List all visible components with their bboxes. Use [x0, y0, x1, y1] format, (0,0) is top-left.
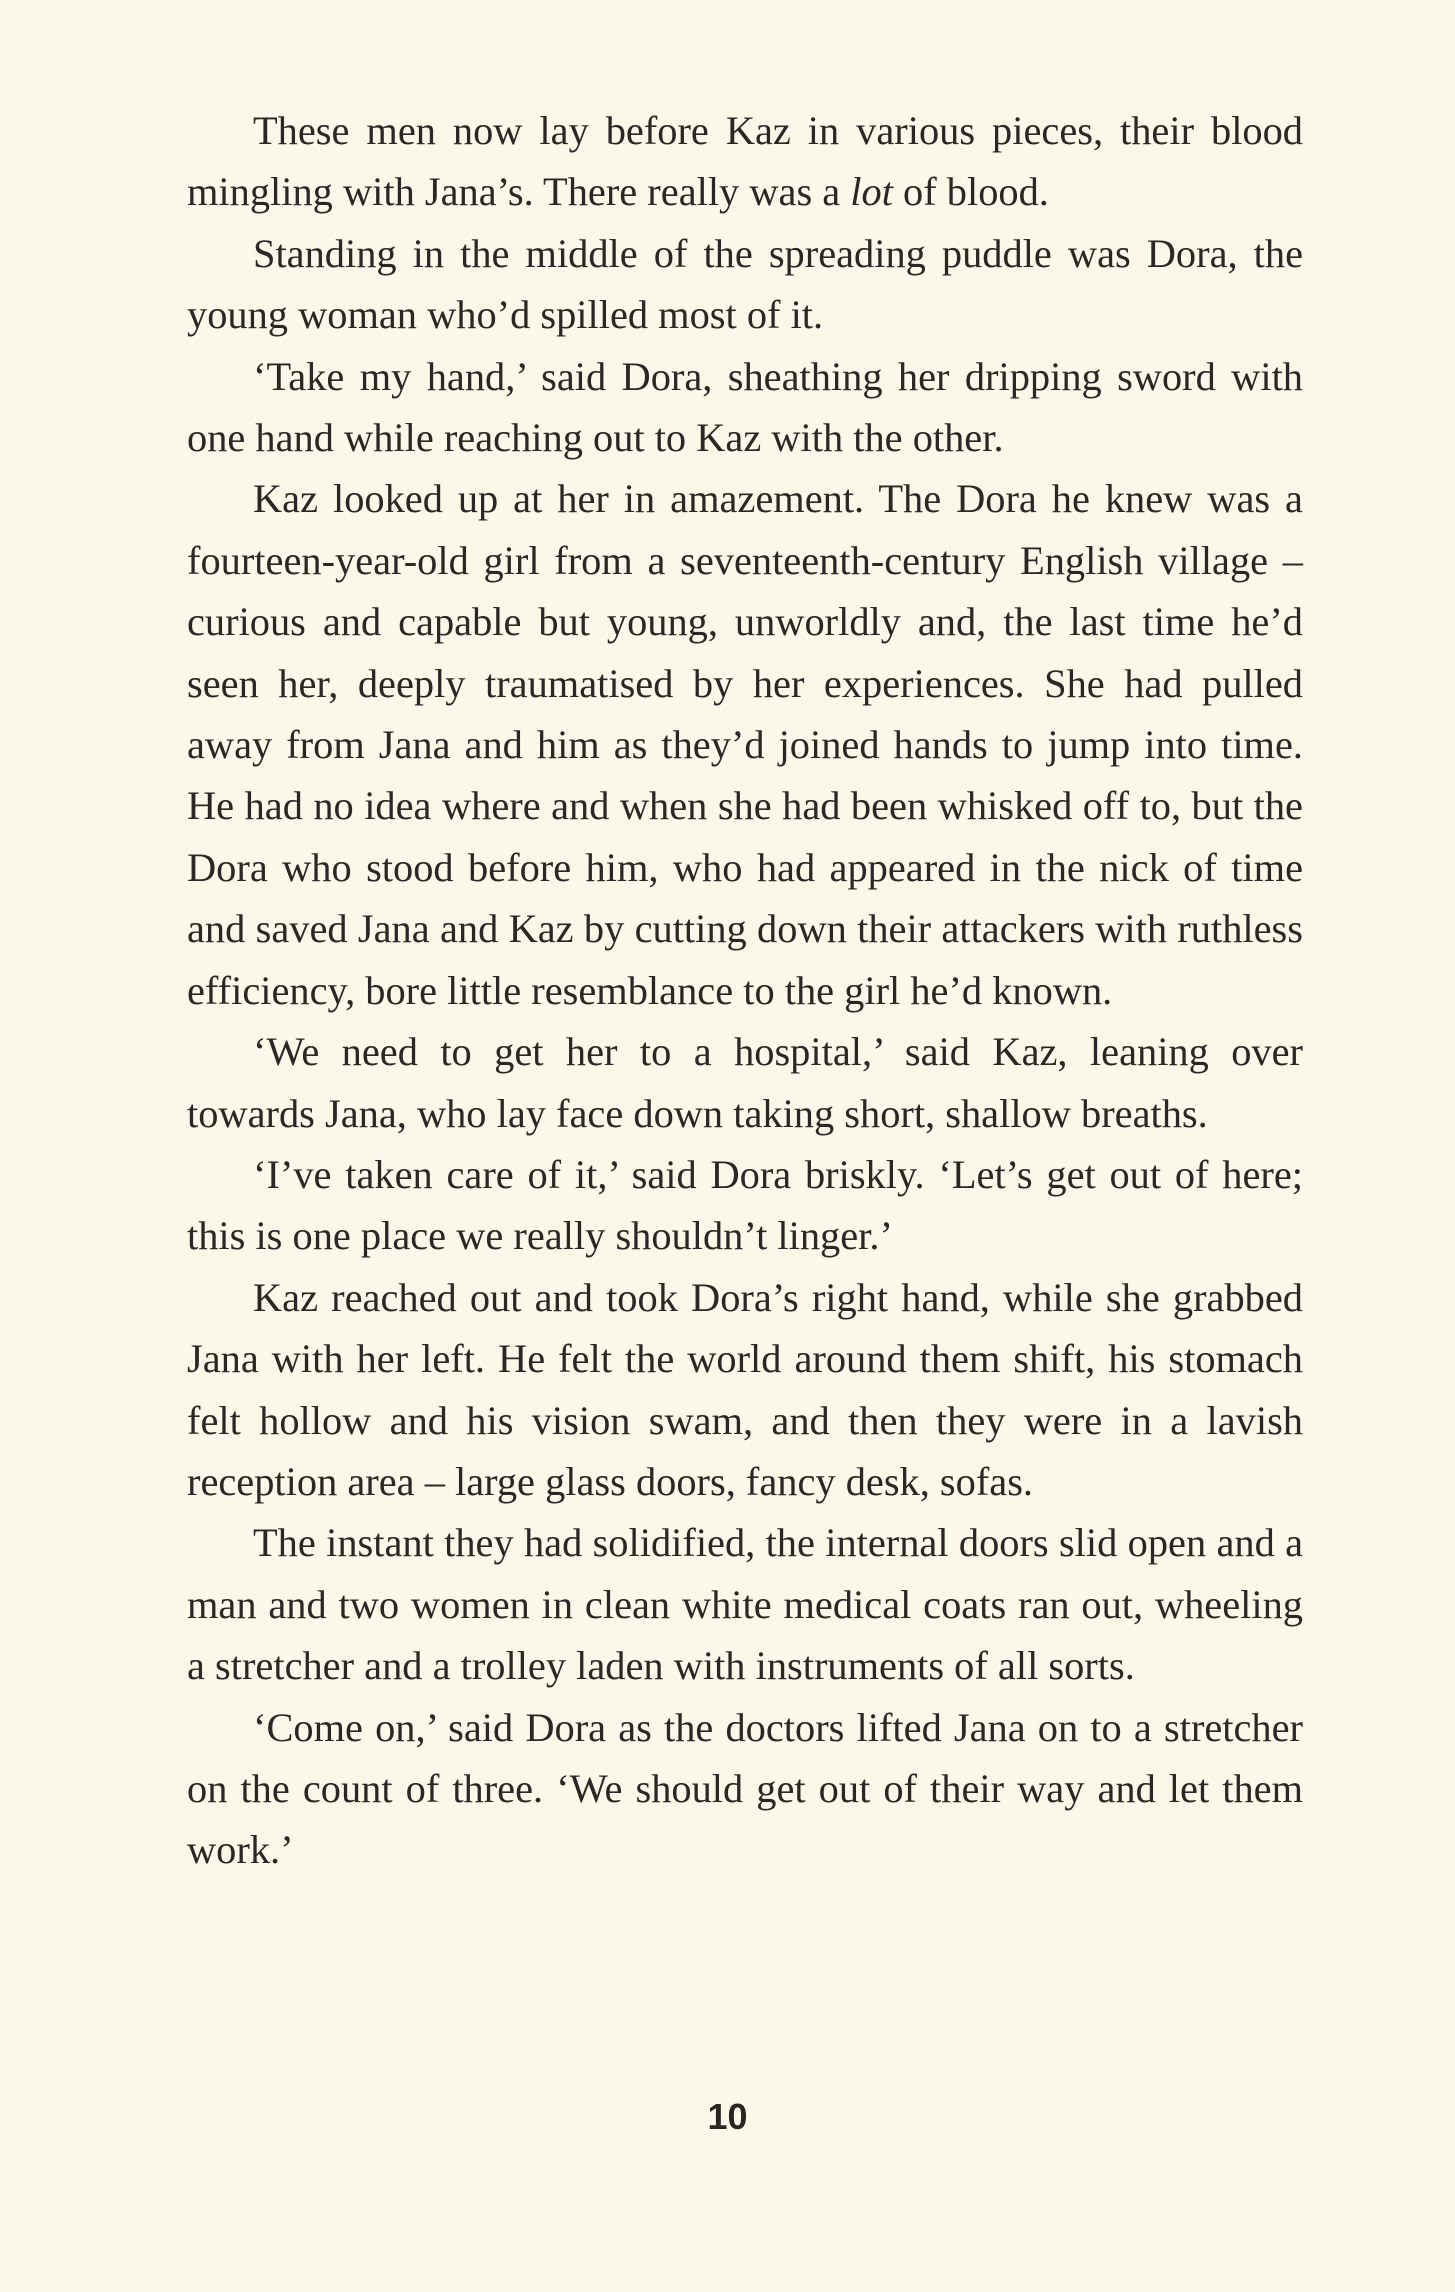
paragraph — [187, 1267, 1303, 1513]
paragraph — [187, 346, 1303, 469]
text-run: ‘Come on,’ said Dora as the doctors lifted Jana on to a stretcher on the count of three. ‘We should get out of their way and let them work.’ — [187, 1704, 1303, 1873]
text-run: The instant they had solidified, the internal doors slid open and a man and two women in clean white medical coats ran out, wheeling a stretcher and a trolley laden with instruments of all sorts. — [187, 1520, 1303, 1689]
text-run: ‘We need to get her to a hospital,’ said Kaz, leaning over towards Jana, who lay face down taking short, shallow breaths. — [187, 1029, 1303, 1136]
text-run: Kaz reached out and took Dora’s right hand, while she grabbed Jana with her left. He felt the world around them shift, his stomach felt hollow and his vision swam, and then they were in a lavish reception area – large glass doors, fancy desk, sofas. — [187, 1274, 1303, 1504]
text-run: of blood. — [892, 169, 1049, 215]
paragraph — [187, 1021, 1303, 1144]
paragraph — [187, 1144, 1303, 1267]
body-text — [187, 100, 1303, 1881]
text-run: ‘I’ve taken care of it,’ said Dora briskly. ‘Let’s get out of here; this is one place we really shouldn’t linger.’ — [187, 1151, 1303, 1259]
paragraph — [187, 100, 1303, 223]
page-number: 10 — [707, 2096, 748, 2137]
text-run: These men now lay before Kaz in various pieces, their blood mingling with Jana’s. There really was a — [187, 108, 1303, 215]
paragraph — [187, 468, 1303, 1021]
text-run: Kaz looked up at her in amazement. The Dora he knew was a fourteen-year-old girl from a seventeenth-century English village – curious and capable but young, unworldly and, the last time he’d seen her, deeply traumatised by her experiences. She had pulled away from Jana and him as they’d joined hands to jump into time. He had no idea where and when she had been whisked off to, but the Dora who stood before him, who had appeared in the nick of time and saved Jana and Kaz by cutting down their attackers with ruthless efficiency, bore little resemblance to the girl he’d known. — [187, 476, 1303, 1013]
paragraph — [187, 223, 1303, 346]
text-run: ‘Take my hand,’ said Dora, sheathing her dripping sword with one hand while reaching out to Kaz with the other. — [187, 353, 1303, 461]
paragraph — [187, 1512, 1303, 1696]
text-run: Standing in the middle of the spreading puddle was Dora, the young woman who’d spilled most of it. — [187, 230, 1303, 338]
paragraph — [187, 1697, 1303, 1881]
emphasis-text: lot — [850, 169, 893, 215]
